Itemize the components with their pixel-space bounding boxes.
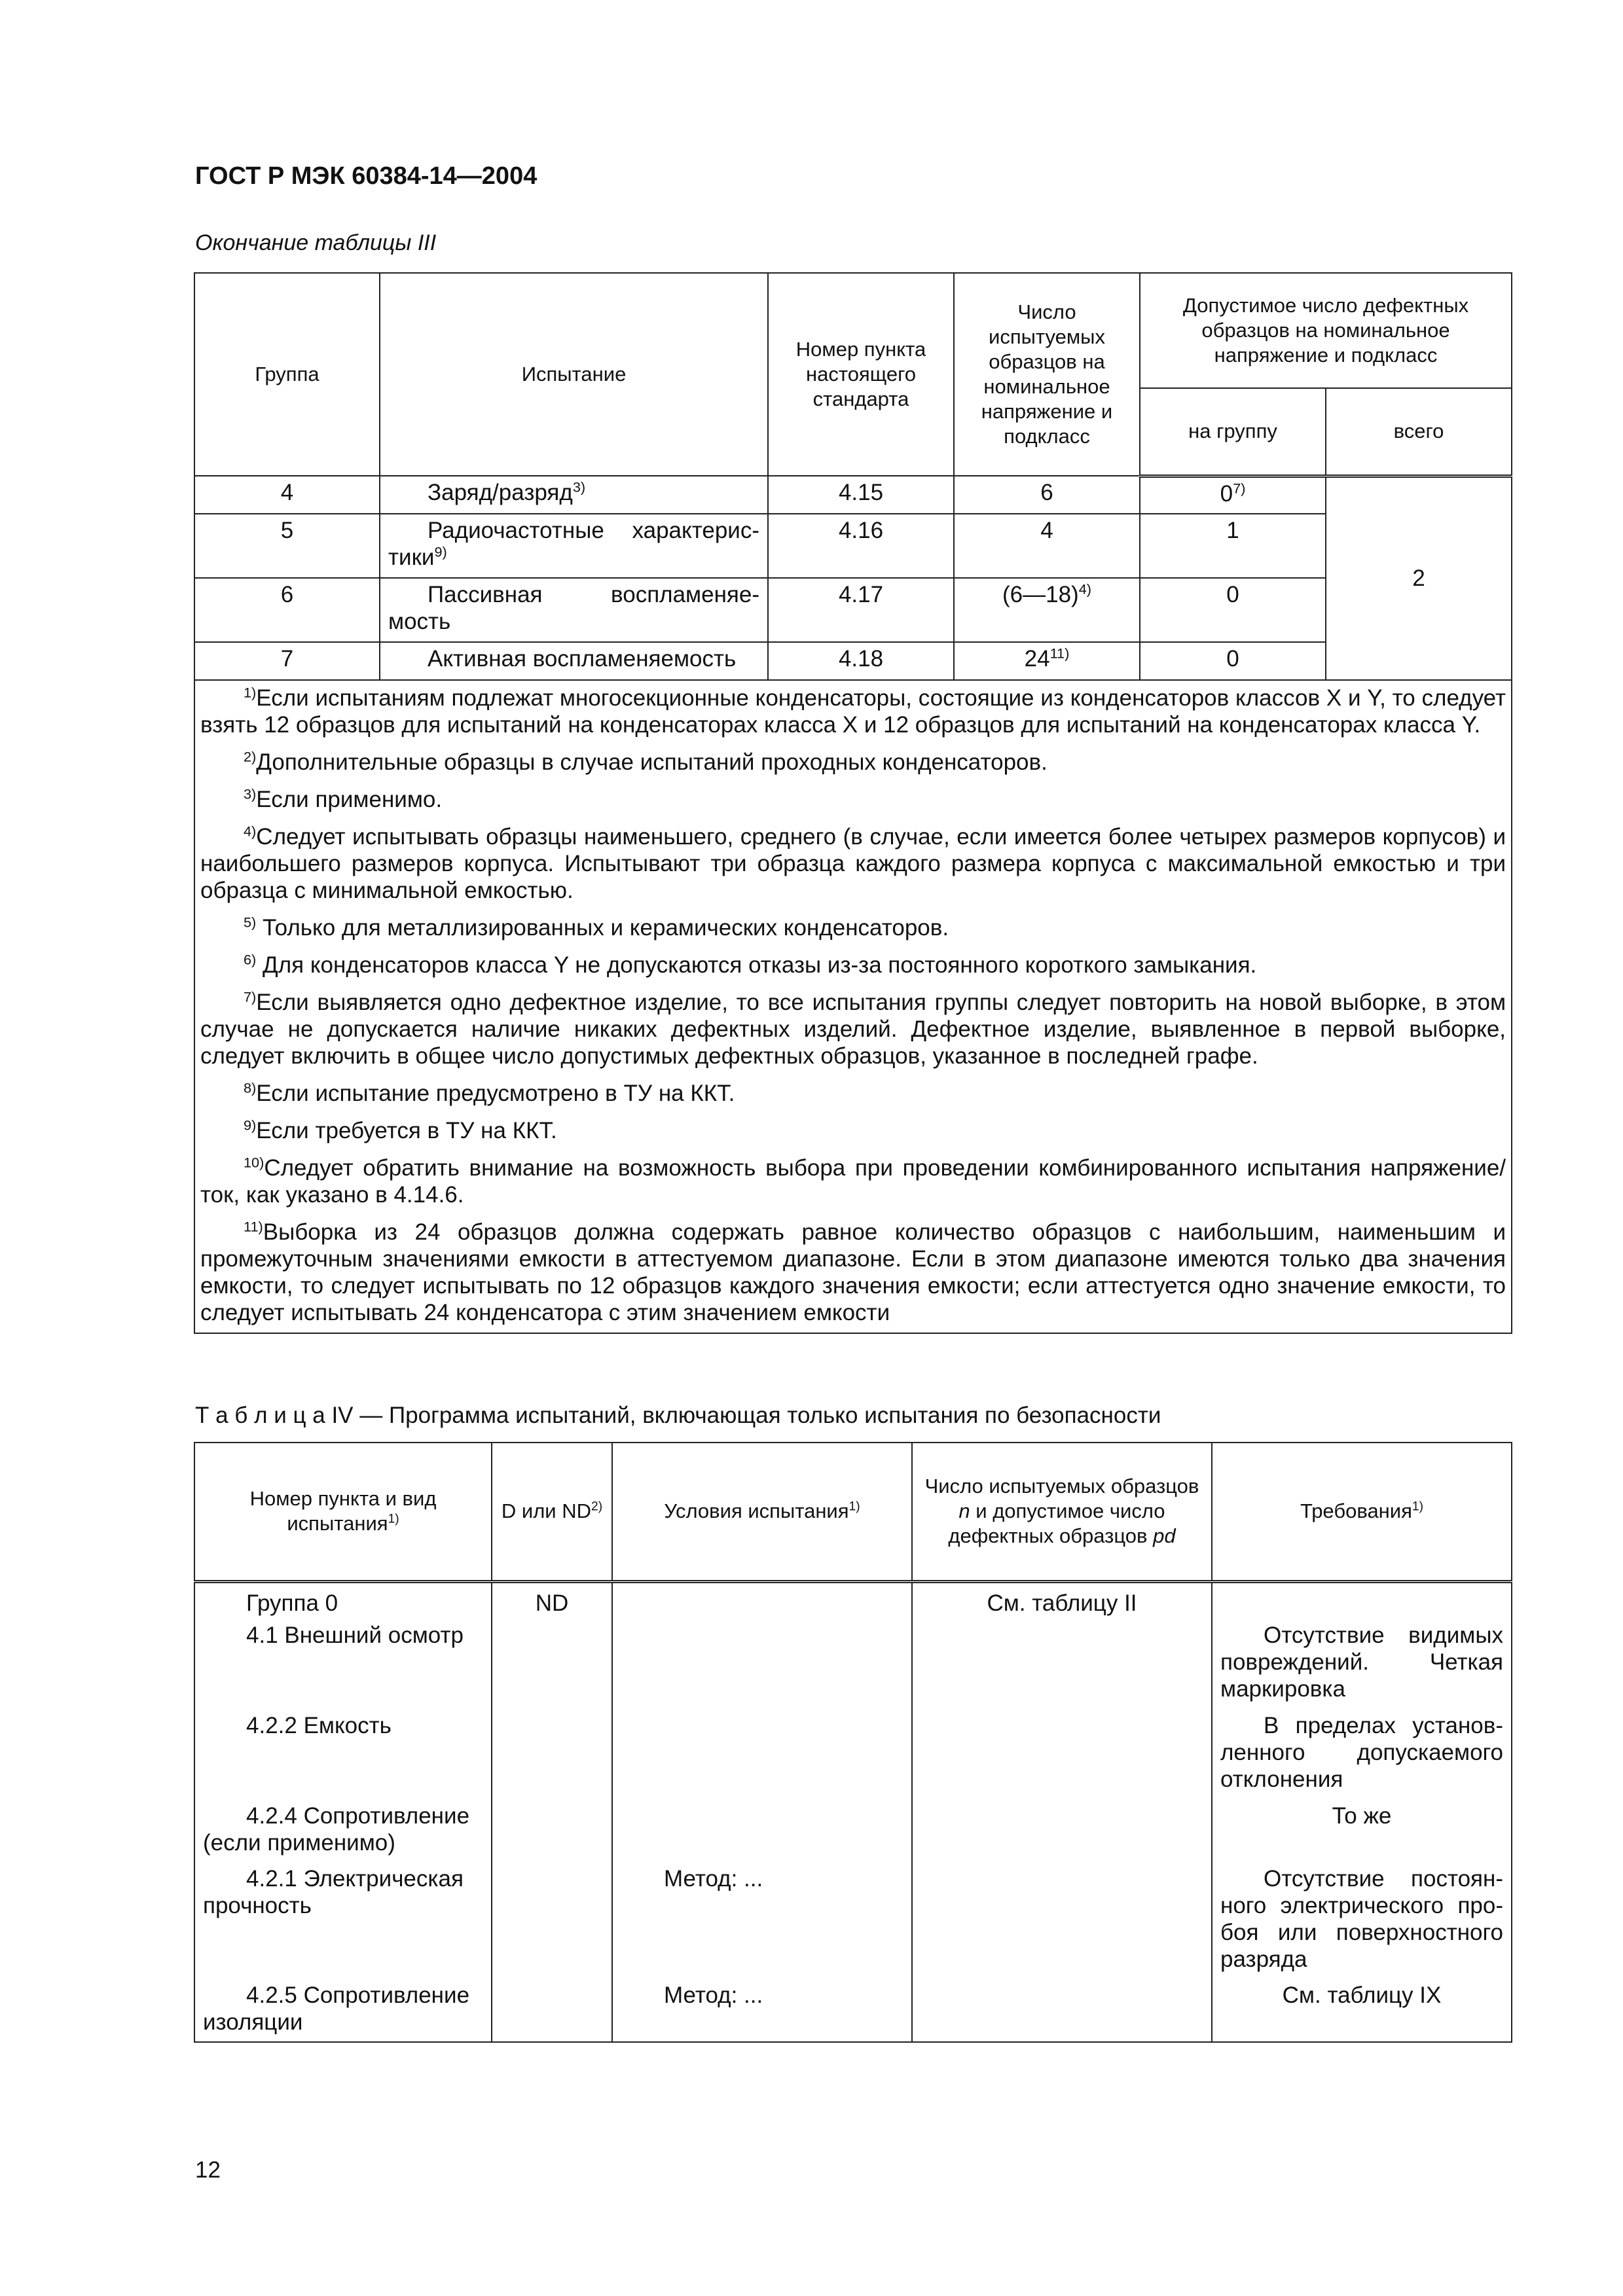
footnote: $^{2)}$Дополнительные образцы в случае испытаний проходных конденсаторов. bbox=[244, 748, 1048, 775]
footnote: $^{6)}$ Для конденсаторов класса Y не допускаются отказы из-за постоянного короткого замыкания. bbox=[244, 951, 1257, 978]
cell-conditions bbox=[612, 1619, 912, 1710]
cell-conditions bbox=[612, 1800, 912, 1863]
header-allowed-defects: Допустимое число дефектных образцов на номинальное напряжение и подкласс bbox=[1140, 273, 1512, 388]
cell-samples bbox=[912, 1800, 1212, 1863]
cell-samples bbox=[912, 1979, 1212, 2042]
document-title: ГОСТ Р МЭК 60384-14—2004 bbox=[195, 162, 538, 190]
cell-d-nd: ND bbox=[492, 1581, 612, 1619]
cell-clause: 4.2.5 Сопротивление изоляции bbox=[194, 1979, 492, 2042]
header-group: Группа bbox=[194, 273, 380, 476]
table-row bbox=[194, 578, 1512, 642]
cell-clause: 4.1 Внешний осмотр bbox=[194, 1619, 492, 1710]
header-clause: Номер пункта настоящего стандарта bbox=[768, 273, 954, 476]
cell-group: 5 bbox=[194, 514, 380, 578]
cell-requirements: Отсутствие постоян-ного электрического про-боя или поверхностного разряда bbox=[1212, 1863, 1512, 1979]
cell-clause: 4.18 bbox=[768, 642, 954, 680]
cell-per-group: 0$^{7)}$ bbox=[1140, 476, 1326, 514]
footnote: $^{11)}$Выборка из 24 образцов должна содержать равное количество образцов с наибольшим, наименьшим и промежуточным значениями емкости в аттестуемом диапазоне. Если в этом диапазоне имеются только два значения емкости, то следует испытывать по 12 образцов каждого значения емкости; если аттестуется одно значение емкости, то следует испытывать 24 конденсатора с этим значением емкости bbox=[200, 1218, 1506, 1325]
cell-per-group: 1 bbox=[1140, 514, 1326, 578]
cell-clause: 4.2.2 Емкость bbox=[194, 1710, 492, 1800]
cell-conditions bbox=[612, 1710, 912, 1800]
header-test: Испытание bbox=[380, 273, 768, 476]
header-samples: Число испытуемых образцов n и допустимое число дефектных образцов pd bbox=[912, 1443, 1212, 1581]
footnote: $^{1)}$Если испытаниям подлежат многосекционные конденсаторы, состоящие из конденсаторов классов X и Y, то следует взять 12 образцов для испытаний на конденсаторах класса X и 12 образцов для испытаний на конденсаторах класса Y. bbox=[200, 684, 1506, 738]
cell-test: Активная воспламеняемость bbox=[380, 642, 768, 680]
footnotes-row bbox=[194, 680, 1512, 1333]
footnote: $^{10)}$Следует обратить внимание на возможность выбора при проведении комбинированного испытания напряжение/ток, как указано в 4.14.6. bbox=[200, 1154, 1506, 1208]
cell-requirements: То же bbox=[1212, 1800, 1512, 1863]
cell-samples bbox=[912, 1710, 1212, 1800]
table-iv-title: Т а б л и ц а IV — Программа испытаний, включающая только испытания по безопасности bbox=[195, 1403, 1161, 1428]
cell-samples: 6 bbox=[954, 476, 1140, 514]
footnote: $^{7)}$Если выявляется одно дефектное изделие, то все испытания группы следует повторить на новой выборке, в этом случае не допускается наличие никаких дефектных изделий. Дефектное изделие, выявленное в первой выборке, следует включить в общее число допустимых дефектных образцов, указанное в последней графе. bbox=[200, 988, 1506, 1069]
cell-clause: 4.2.4 Сопротивление (если применимо) bbox=[194, 1800, 492, 1863]
footnotes-cell bbox=[194, 680, 1512, 1333]
cell-requirements bbox=[1212, 1581, 1512, 1619]
table-row bbox=[194, 1863, 1512, 1979]
table-row bbox=[194, 1800, 1512, 1863]
cell-samples bbox=[912, 1863, 1212, 1979]
cell-clause: 4.2.1 Электрическая прочность bbox=[194, 1863, 492, 1979]
cell-test: Заряд/разряд$^{3)}$ bbox=[380, 476, 768, 514]
header-per-group: на группу bbox=[1140, 388, 1326, 476]
cell-conditions: Метод: ... bbox=[612, 1979, 912, 2042]
page-number: 12 bbox=[195, 2157, 221, 2183]
cell-test: Пассивная воспламеняе- мость bbox=[380, 578, 768, 642]
cell-samples: (6—18)$^{4)}$ bbox=[954, 578, 1140, 642]
table-continuation-caption: Окончание таблицы III bbox=[195, 230, 437, 255]
cell-samples: См. таблицу II bbox=[912, 1581, 1212, 1619]
cell-clause: Группа 0 bbox=[194, 1581, 492, 1619]
cell-requirements: Отсутствие видимых повреждений. Четкая маркировка bbox=[1212, 1619, 1512, 1710]
table-row bbox=[194, 1710, 1512, 1800]
cell-group: 4 bbox=[194, 476, 380, 514]
cell-clause: 4.16 bbox=[768, 514, 954, 578]
cell-total: 2 bbox=[1326, 476, 1512, 680]
cell-d-nd bbox=[492, 1979, 612, 2042]
cell-per-group: 0 bbox=[1140, 642, 1326, 680]
cell-conditions: Метод: ... bbox=[612, 1863, 912, 1979]
cell-conditions bbox=[612, 1581, 912, 1619]
cell-requirements: В пределах установ-ленного допускаемого отклонения bbox=[1212, 1710, 1512, 1800]
header-total: всего bbox=[1326, 388, 1512, 476]
table-row bbox=[194, 1581, 1512, 1619]
header-conditions: Условия испытания$^{1)}$ bbox=[612, 1443, 912, 1581]
cell-d-nd bbox=[492, 1800, 612, 1863]
header-samples: Число испытуемых образцов на номинальное напряжение и подкласс bbox=[954, 273, 1140, 476]
footnote: $^{5)}$ Только для металлизированных и керамических конденсаторов. bbox=[244, 914, 949, 941]
cell-group: 7 bbox=[194, 642, 380, 680]
cell-test: Радиочастотные характерис- тики$^{9)}$ bbox=[380, 514, 768, 578]
cell-d-nd bbox=[492, 1619, 612, 1710]
cell-samples: 4 bbox=[954, 514, 1140, 578]
cell-requirements: См. таблицу IX bbox=[1212, 1979, 1512, 2042]
cell-samples: 24$^{11)}$ bbox=[954, 642, 1140, 680]
footnote: $^{3)}$Если применимо. bbox=[244, 785, 443, 812]
table-row bbox=[194, 1979, 1512, 2042]
table-row bbox=[194, 476, 1512, 514]
cell-d-nd bbox=[492, 1710, 612, 1800]
table-row bbox=[194, 1619, 1512, 1710]
cell-per-group: 0 bbox=[1140, 578, 1326, 642]
footnote: $^{9)}$Если требуется в ТУ на ККТ. bbox=[244, 1117, 557, 1143]
table-iv bbox=[194, 1442, 1512, 2043]
header-d-nd: D или ND$^{2)}$ bbox=[492, 1443, 612, 1581]
footnote: $^{4)}$Следует испытывать образцы наименьшего, среднего (в случае, если имеется более четырех размеров корпусов) и наибольшего размеров корпуса. Испытывают три образца каждого размера корпуса с максимальной емкостью и три образца с минимальной емкостью. bbox=[200, 823, 1506, 903]
cell-samples bbox=[912, 1619, 1212, 1710]
header-requirements: Требования$^{1)}$ bbox=[1212, 1443, 1512, 1581]
table-iii bbox=[194, 272, 1512, 1334]
header-clause-and-test: Номер пункта и вид испытания$^{1)}$ bbox=[194, 1443, 492, 1581]
table-row bbox=[194, 514, 1512, 578]
footnote: $^{8)}$Если испытание предусмотрено в ТУ на ККТ. bbox=[244, 1079, 735, 1106]
cell-d-nd bbox=[492, 1863, 612, 1979]
cell-clause: 4.15 bbox=[768, 476, 954, 514]
cell-clause: 4.17 bbox=[768, 578, 954, 642]
cell-group: 6 bbox=[194, 578, 380, 642]
table-row bbox=[194, 642, 1512, 680]
